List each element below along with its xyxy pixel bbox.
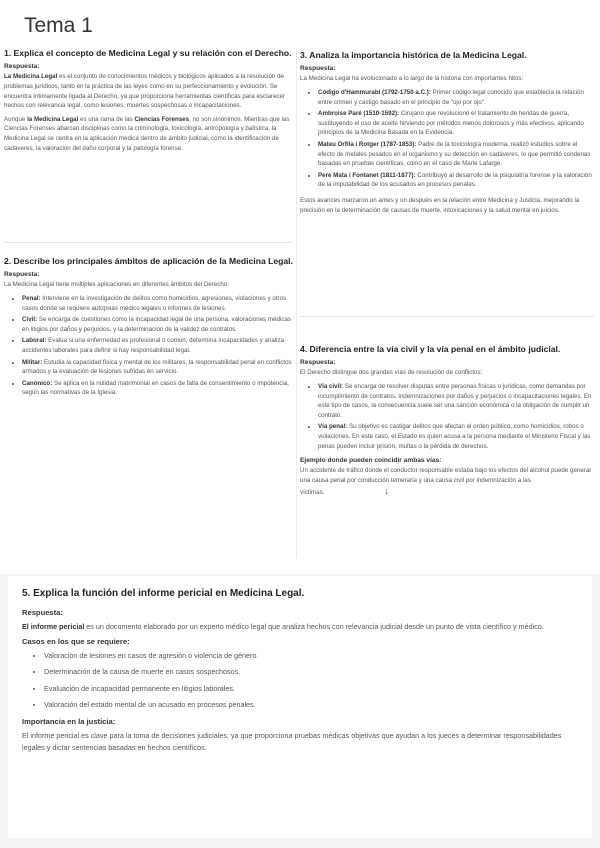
section-4-list	[300, 382, 594, 451]
item-bold: Laboral:	[22, 337, 47, 345]
section-3-answer-label: Respuesta:	[300, 65, 336, 73]
section-5-importance-label: Importancia en la justicia:	[22, 717, 116, 727]
section-5-p1-text: es un documento elaborado por un experto médico legal que analiza hechos con relevancia judicial desde un punto de vista científico y médico.	[84, 622, 544, 631]
section-1-p2-start: Aunque	[4, 115, 28, 123]
item-bold: Penal:	[22, 294, 41, 302]
item-bold: Mateu Orfila i Rotger (1787-1853):	[318, 140, 417, 148]
section-1-p1-bold: La Medicina Legal	[4, 73, 58, 81]
section-5-paragraph-1	[22, 621, 578, 633]
item-text: Contribuyó al desarrollo de la psiquiatría forense y la valoración de la imputabilidad de los acusados en procesos penales.	[318, 171, 592, 189]
section-2-item-militar	[22, 358, 294, 377]
item-text: Padre de la toxicología moderna, realizó estudios sobre el efecto de metales pesados en el organismo y su detección en cadáveres, lo que permitió condenas basadas en pruebas científicas, como en el caso de Marie Lafarge.	[318, 140, 591, 168]
section-1-p2-bold-2: Ciencias Forenses	[134, 115, 190, 123]
section-1-answer-label: Respuesta:	[4, 63, 40, 71]
section-3-list	[300, 88, 594, 190]
section-3-item-mata	[318, 171, 594, 190]
section-4-item-penal	[318, 422, 594, 451]
section-4-intro: El Derecho distingue dos grandes vías de resolución de conflictos:	[300, 369, 483, 377]
section-5-case-item: • Determinación de la causa de muerte en casos sospechosos.	[44, 666, 578, 678]
section-4-heading: 4. Diferencia entre la vía civil y la vía penal en el ámbito judicial.	[300, 344, 561, 354]
item-bold: Vía civil:	[318, 382, 344, 390]
section-2-item-penal	[22, 294, 294, 313]
section-1-p1-text: es el conjunto de conocimientos médicos y biológicos aplicados a la resolución de problemas jurídicos, tanto en la práctica de las leyes como en su perfeccionamiento y evolución. Se encuentra íntimamente ligada al Derecho, ya que proporciona herramientas científicas para esclarecer hechos con relevancia legal, como lesiones, muertes sospechosas o incapacitaciones.	[4, 73, 285, 110]
item-bold: Pere Mata i Fontanet (1811-1877):	[318, 171, 416, 179]
item-bold: Civil:	[22, 316, 38, 324]
section-5-cases-list	[22, 650, 578, 711]
section-5-case-item: • Evaluación de incapacidad permanente en litigios laborales.	[44, 683, 578, 695]
item-text: Se encarga de cuestiones como la incapacidad legal de una persona, valoraciones médicas en litigios por daños y perjuicios, y la determinación de la validez de contratos.	[22, 316, 291, 333]
section-5-heading: 5. Explica la función del informe pericial en Medicina Legal.	[22, 588, 305, 599]
page-title: Tema 1	[24, 14, 93, 37]
item-text: Primer código legal conocido que establecía la relación entre crimen y castigo basado en el principio de "ojo por ojo".	[318, 88, 584, 106]
section-1-paragraph-2	[4, 115, 292, 153]
section-4-example-label: Ejemplo donde pueden coincidir ambas vías:	[300, 457, 442, 465]
section-1-p2-rest: , no son sinónimos. Mientras que las Ciencias Forenses abarcan disciplinas como la criminología, toxicología, antropología y balística, la Medicina Legal se centra en la aplicación médica dentro de ámbito judicial, como la identificación de cadáveres, la valoración del daño corporal y la patología forense.	[4, 115, 290, 152]
item-text: Se aplica en la nulidad matrimonial en casos de falta de consentimiento o impotencia, según las normativas de la Iglesia.	[22, 379, 289, 397]
section-1-card	[4, 48, 292, 234]
section-4-example-text	[300, 466, 594, 499]
section-divider-left	[4, 242, 292, 243]
item-text: Interviene en la investigación de delitos como homicidios, agresiones, violaciones y otros casos donde se requiere autopsias médico legales o informes de lesiones.	[22, 294, 287, 312]
section-3-item-pare	[318, 109, 594, 138]
section-5-case-item: • Valoración del estado mental de un acusado en procesos penales.	[44, 699, 578, 711]
section-3-card	[300, 50, 594, 300]
section-5-answer-label: Respuesta:	[22, 608, 63, 617]
section-4-item-civil	[318, 382, 594, 420]
item-text: Se encarga de resolver disputas entre personas físicas o jurídicas, como demandas por incumplimiento de contratos, indemnizaciones por daños y perjuicios o incapacitaciones legales. En este tipo de casos, la consecuencia suele ser una sanción económica o la obligación de cumplir un contrato.	[318, 382, 592, 419]
item-text: Estudia la capacidad física y mental de los militares, la responsabilidad penal en conflictos armados y la evaluación de lesiones sufridas en servicio.	[22, 358, 292, 376]
section-5-importance-text: El informe pericial es clave para la toma de decisiones judiciales, ya que proporciona pruebas médicas objetivas que ayudan a los jueces a determinar responsabilidades legales y dictar sentencias basadas en hechos científicos.	[22, 731, 562, 753]
section-2-answer-label: Respuesta:	[4, 271, 40, 279]
section-5-case-item: • Valoración de lesiones en casos de agresión o violencia de género.	[44, 650, 578, 662]
section-1-heading: 1. Explica el concepto de Medicina Legal y su relación con el Derecho.	[4, 48, 292, 58]
section-1-p2-bold-1: la Medicina Legal	[27, 115, 79, 123]
section-1-paragraph-1	[4, 72, 292, 110]
section-1-p2-mid: es una rama de las	[78, 115, 135, 123]
section-divider-right	[300, 316, 594, 317]
section-2-list	[4, 294, 294, 398]
item-bold: Código d'Hammurabi (1792-1750 a.C.):	[318, 88, 431, 96]
section-2-item-civil	[22, 315, 294, 334]
section-4-card	[300, 344, 594, 560]
example-text: Un accidente de tráfico donde el conductor responsable estaba bajo los efectos del alcohol puede generar una causa penal por conducción temeraria y una causa civil por indemnización a las víctimas.	[300, 467, 592, 497]
section-4-answer-label: Respuesta:	[300, 359, 336, 367]
item-text: Su objetivo es castigar delitos que afectan el orden público, como homicidios, robos o violaciones. En este caso, el Estado es quien acusa a la persona mediante el Ministerio Fiscal y las penas pueden incluir prisión, multas o la pérdida de derechos.	[318, 423, 591, 450]
section-2-item-canonico	[22, 379, 294, 398]
section-3-item-orfila	[318, 140, 594, 169]
section-3-item-hammurabi	[318, 88, 594, 107]
column-divider	[296, 48, 297, 558]
section-3-intro: La Medicina Legal ha evolucionado a lo largo de la historia con importantes hitos:	[300, 75, 524, 83]
item-bold: Canónico:	[22, 379, 53, 387]
item-text: Cirujano que revolucionó el tratamiento de heridas de guerra, sustituyendo el uso de aceite hirviendo por métodos menos dolorosos y más efectivos, aplicando principios de la Medicina Basada en la Evidencia.	[318, 110, 584, 137]
section-2-card	[4, 256, 294, 476]
item-bold: Militar:	[22, 358, 43, 366]
section-5-card	[22, 588, 578, 834]
arrow-down-icon[interactable]: ↓	[384, 486, 389, 497]
section-3-heading: 3. Analiza la importancia histórica de la Medicina Legal.	[300, 50, 527, 60]
section-5-cases-label: Casos en los que se requiere:	[22, 637, 130, 647]
section-2-intro: La Medicina Legal tiene múltiples aplicaciones en diferentes ámbitos del Derecho:	[4, 281, 229, 289]
item-bold: Vía penal:	[318, 423, 348, 431]
section-3-closing: Estos avances marcaron un antes y un después en la relación entre Medicina y Justicia, mejorando la precisión en la determinación de causas de muerte, intoxicaciones y la salud mental en juicios.	[300, 197, 580, 214]
section-2-item-laboral	[22, 336, 294, 355]
section-2-heading: 2. Describe los principales ámbitos de aplicación de la Medicina Legal.	[4, 256, 293, 266]
section-5-p1-bold: El informe pericial	[22, 622, 85, 631]
item-bold: Ambroise Paré (1510-1592):	[318, 110, 400, 118]
item-text: Evalúa si una enfermedad es profesional o común, determina incapacidades y analiza accidentes laborales para definir si hay responsabilidad legal.	[22, 337, 285, 354]
